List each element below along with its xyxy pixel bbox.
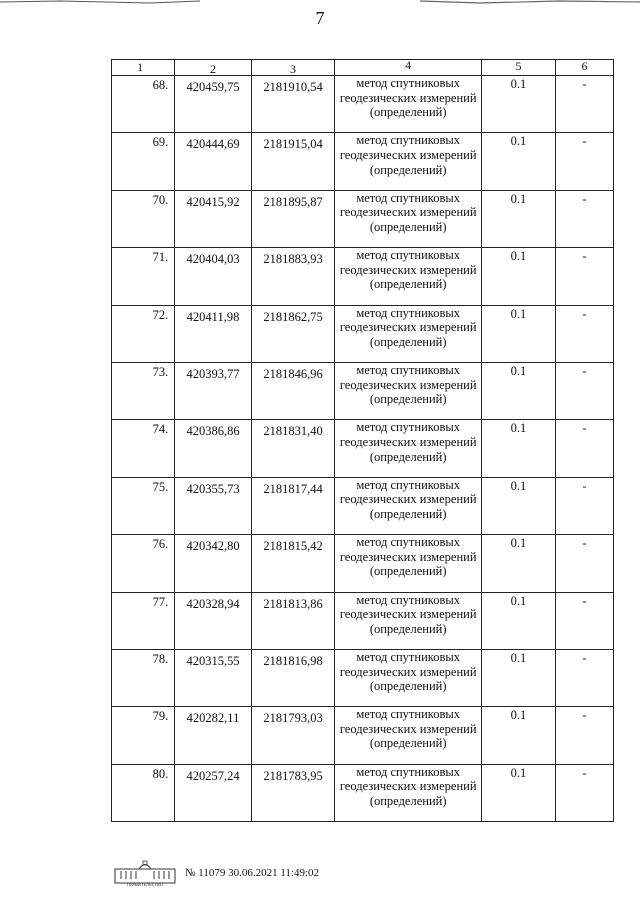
coordinate-y: 2181831,40 [251, 420, 335, 477]
scan-edge-mark [0, 0, 640, 6]
note-cell: - [555, 764, 613, 821]
table-row [112, 764, 614, 821]
table-row [112, 133, 614, 190]
accuracy-value: 0.1 [482, 420, 556, 477]
note-cell: - [555, 190, 613, 247]
column-header: 5 [482, 60, 556, 76]
government-emblem-icon [113, 859, 177, 887]
note-cell: - [555, 592, 613, 649]
document-footer [113, 859, 319, 887]
coordinate-x: 420257,24 [175, 764, 252, 821]
column-header: 1 [112, 60, 175, 76]
coordinate-x: 420411,98 [175, 305, 252, 362]
coordinate-x: 420404,03 [175, 248, 252, 305]
coordinate-y: 2181910,54 [251, 76, 335, 133]
table-header-row [112, 60, 614, 76]
coordinate-y: 2181815,42 [251, 535, 335, 592]
measurement-method: метод спутниковых геодезических измерений (определений) [335, 764, 482, 821]
note-cell: - [555, 133, 613, 190]
accuracy-value: 0.1 [482, 305, 556, 362]
measurement-method: метод спутниковых геодезических измерений (определений) [335, 592, 482, 649]
table-row [112, 592, 614, 649]
coordinate-x: 420328,94 [175, 592, 252, 649]
coordinate-y: 2181846,96 [251, 362, 335, 419]
table-row [112, 248, 614, 305]
row-number: 71. [112, 248, 175, 305]
accuracy-value: 0.1 [482, 649, 556, 706]
measurement-method: метод спутниковых геодезических измерений (определений) [335, 362, 482, 419]
accuracy-value: 0.1 [482, 477, 556, 534]
measurement-method: метод спутниковых геодезических измерений (определений) [335, 535, 482, 592]
row-number: 68. [112, 76, 175, 133]
coordinate-y: 2181816,98 [251, 649, 335, 706]
row-number: 70. [112, 190, 175, 247]
registration-stamp: № 11079 30.06.2021 11:49:02 [185, 867, 320, 879]
coordinate-x: 420355,73 [175, 477, 252, 534]
table-row [112, 649, 614, 706]
table-row [112, 477, 614, 534]
row-number: 77. [112, 592, 175, 649]
accuracy-value: 0.1 [482, 362, 556, 419]
measurement-method: метод спутниковых геодезических измерений (определений) [335, 190, 482, 247]
note-cell: - [555, 76, 613, 133]
coordinate-y: 2181862,75 [251, 305, 335, 362]
row-number: 75. [112, 477, 175, 534]
row-number: 74. [112, 420, 175, 477]
measurement-method: метод спутниковых геодезических измерений (определений) [335, 305, 482, 362]
accuracy-value: 0.1 [482, 190, 556, 247]
column-header: 3 [251, 60, 335, 76]
logo-caption: ПРАВИТЕЛЬСТВО [127, 882, 163, 887]
note-cell: - [555, 362, 613, 419]
coordinate-y: 2181895,87 [251, 190, 335, 247]
coordinate-y: 2181883,93 [251, 248, 335, 305]
row-number: 73. [112, 362, 175, 419]
row-number: 80. [112, 764, 175, 821]
accuracy-value: 0.1 [482, 133, 556, 190]
accuracy-value: 0.1 [482, 764, 556, 821]
coordinate-x: 420315,55 [175, 649, 252, 706]
coordinate-x: 420386,86 [175, 420, 252, 477]
coordinate-x: 420282,11 [175, 707, 252, 764]
accuracy-value: 0.1 [482, 248, 556, 305]
column-header: 2 [175, 60, 252, 76]
page-number: 7 [315, 8, 325, 28]
accuracy-value: 0.1 [482, 535, 556, 592]
coordinate-y: 2181817,44 [251, 477, 335, 534]
table-row [112, 707, 614, 764]
table-row [112, 420, 614, 477]
note-cell: - [555, 649, 613, 706]
coordinate-y: 2181783,95 [251, 764, 335, 821]
row-number: 79. [112, 707, 175, 764]
measurement-method: метод спутниковых геодезических измерений (определений) [335, 477, 482, 534]
column-header: 4 [335, 60, 482, 76]
accuracy-value: 0.1 [482, 76, 556, 133]
row-number: 78. [112, 649, 175, 706]
table-row [112, 305, 614, 362]
note-cell: - [555, 707, 613, 764]
table-row [112, 190, 614, 247]
accuracy-value: 0.1 [482, 707, 556, 764]
table-row [112, 535, 614, 592]
coordinate-x: 420444,69 [175, 133, 252, 190]
coordinate-x: 420393,77 [175, 362, 252, 419]
table-row [112, 362, 614, 419]
measurement-method: метод спутниковых геодезических измерений (определений) [335, 649, 482, 706]
coordinate-x: 420342,80 [175, 535, 252, 592]
measurement-method: метод спутниковых геодезических измерений (определений) [335, 707, 482, 764]
note-cell: - [555, 305, 613, 362]
measurement-method: метод спутниковых геодезических измерений (определений) [335, 420, 482, 477]
measurement-method: метод спутниковых геодезических измерений (определений) [335, 248, 482, 305]
note-cell: - [555, 248, 613, 305]
row-number: 69. [112, 133, 175, 190]
note-cell: - [555, 420, 613, 477]
row-number: 76. [112, 535, 175, 592]
coordinates-table [111, 59, 614, 822]
note-cell: - [555, 535, 613, 592]
coordinate-x: 420459,75 [175, 76, 252, 133]
coordinate-y: 2181915,04 [251, 133, 335, 190]
coordinate-y: 2181813,86 [251, 592, 335, 649]
note-cell: - [555, 477, 613, 534]
accuracy-value: 0.1 [482, 592, 556, 649]
table-row [112, 76, 614, 133]
row-number: 72. [112, 305, 175, 362]
coordinate-x: 420415,92 [175, 190, 252, 247]
column-header: 6 [555, 60, 613, 76]
coordinate-y: 2181793,03 [251, 707, 335, 764]
measurement-method: метод спутниковых геодезических измерений (определений) [335, 133, 482, 190]
measurement-method: метод спутниковых геодезических измерений (определений) [335, 76, 482, 133]
